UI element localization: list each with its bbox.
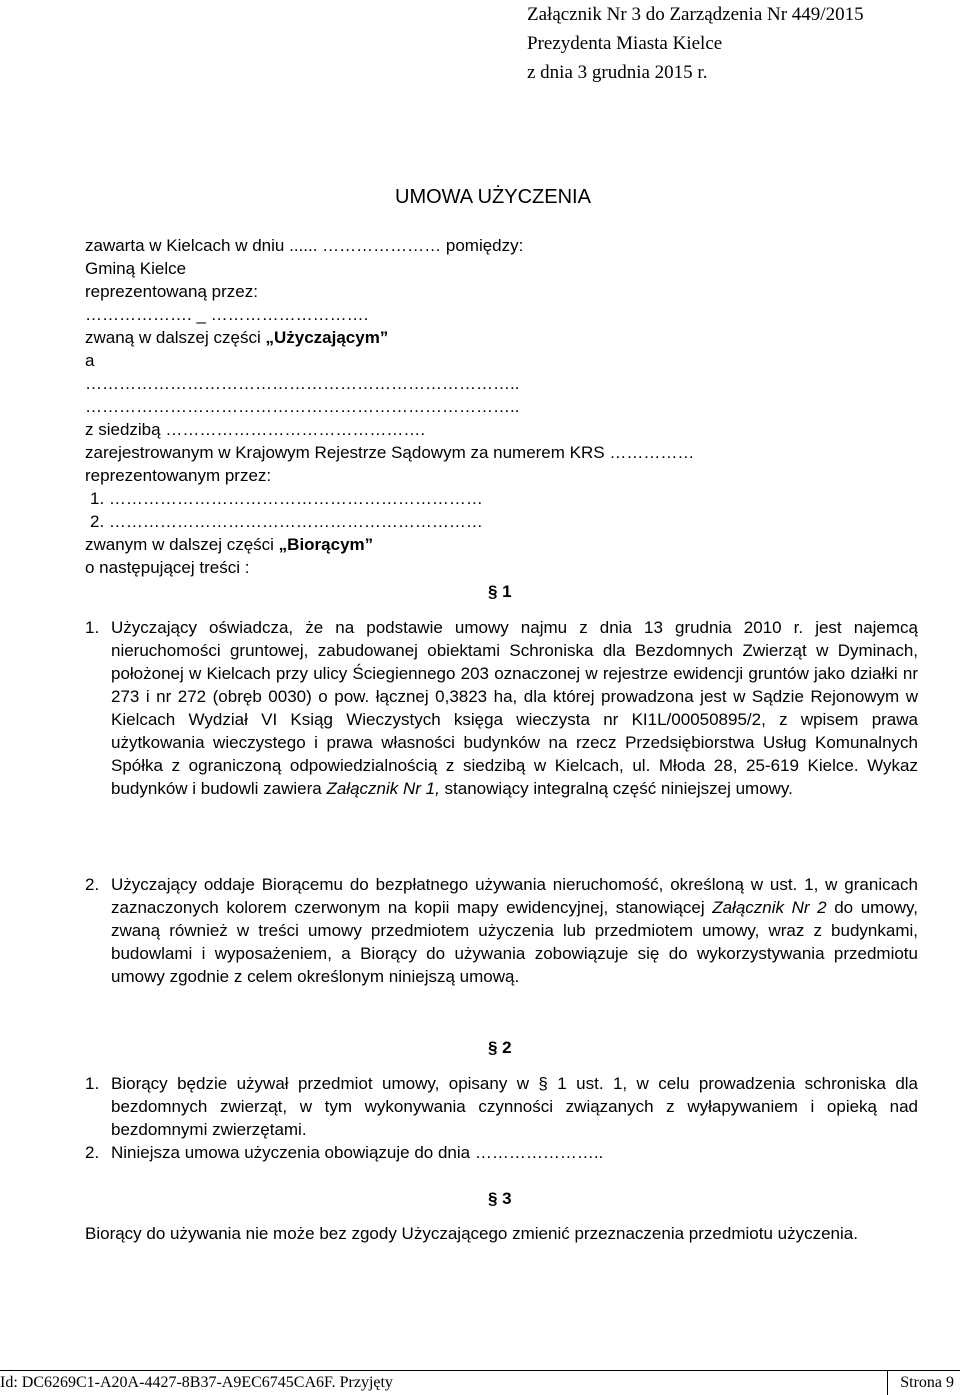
section-1-p2-number: 2. xyxy=(85,875,100,894)
intro-seat: z siedzibą ………………………………………. xyxy=(85,420,426,439)
section-2-p1-body: Biorący będzie używał przedmiot umowy, opisany w § 1 ust. 1, w celu prowadzenia schroniska dla bezdomnych zwierząt, w tym wykonywania czynności związanych z wyłapywaniem i opieką nad bezdomnymi zwierzętami. xyxy=(111,1074,918,1139)
section-1-paragraph-2 xyxy=(85,873,918,988)
section-2-paragraph-2 xyxy=(85,1141,918,1164)
section-1-p1-body xyxy=(85,616,918,800)
intro-representative-1: 1. ………………………………………………………… xyxy=(90,489,483,508)
section-1-paragraph-1 xyxy=(85,616,918,800)
document-header xyxy=(527,0,864,87)
header-line-3: z dnia 3 grudnia 2015 r. xyxy=(527,62,708,83)
intro-krs: zarejestrowanym w Krajowym Rejestrze Sądowym za numerem KRS …………… xyxy=(85,443,695,462)
section-2-p2-number: 2. xyxy=(85,1143,100,1162)
header-line-2: Prezydenta Miasta Kielce xyxy=(527,33,723,54)
intro-party-1: Gminą Kielce xyxy=(85,259,187,278)
section-heading-2: § 2 xyxy=(488,1038,512,1057)
section-1-p2-text-b: do umowy, zwaną również w treści umowy przedmiotem użyczenia lub przedmiotem umowy, wraz z budynkami, budowlami i wyposażeniem, a Biorący do używania zobowiązuje się do wykorzystywania przedmiotu umowy zgodnie z celem określonym niniejszą umową. xyxy=(111,898,919,986)
section-2-paragraph-1 xyxy=(85,1072,918,1141)
intro-date-line: zawarta w Kielcach w dniu ...... ………………… pomiędzy: xyxy=(85,236,524,255)
header-line-1: Załącznik Nr 3 do Zarządzenia Nr 449/2015 xyxy=(527,4,864,25)
intro-lender-name: „Użyczającym” xyxy=(265,328,389,347)
intro-borrower-placeholder-2: ………………………………………………………………….. xyxy=(85,397,520,416)
section-2-p2-body: Niniejsza umowa użyczenia obowiązuje do dnia ………………….. xyxy=(111,1143,604,1162)
intro-representatives-placeholder: ………………. _ ………………………. xyxy=(85,305,369,324)
intro-borrower-label xyxy=(85,533,373,556)
section-2-p1-number: 1. xyxy=(85,1074,100,1093)
footer-document-id: Id: DC6269C1-A20A-4427-8B37-A9EC6745CA6F. Przyjęty xyxy=(0,1374,393,1391)
section-heading-1: § 1 xyxy=(488,582,512,601)
document-title: UMOWA UŻYCZENIA xyxy=(395,186,591,208)
intro-represented-by: reprezentowaną przez: xyxy=(85,282,258,301)
intro-representative-2: 2. ………………………………………………………… xyxy=(90,512,483,531)
section-1-p1-attachment: Załącznik Nr 1, xyxy=(326,779,440,798)
intro-lender-prefix: zwaną w dalszej części xyxy=(85,328,266,347)
section-1-p1-number: 1. xyxy=(85,618,100,637)
section-1-p2-body xyxy=(85,873,918,988)
intro-borrower-prefix: zwanym w dalszej części xyxy=(85,535,279,554)
intro-content-label: o następującej treści : xyxy=(85,558,250,577)
footer-page-number: Strona 9 xyxy=(900,1374,954,1391)
intro-borrower-placeholder-1: ………………………………………………………………….. xyxy=(85,374,520,393)
intro-borrower-represented: reprezentowanym przez: xyxy=(85,466,272,485)
document-footer xyxy=(0,1370,960,1395)
intro-lender-label xyxy=(85,326,388,349)
section-heading-3: § 3 xyxy=(488,1189,512,1208)
section-1-p2-text-a: Użyczający oddaje Biorącemu do bezpłatnego używania nieruchomość, określoną w ust. 1, w granicach zaznaczonych kolorem czerwonym na kopii mapy ewidencyjnej, stanowiącej xyxy=(111,875,918,917)
section-3-paragraph: Biorący do używania nie może bez zgody Użyczającego zmienić przeznaczenia przedmiotu użyczenia. xyxy=(85,1224,858,1243)
section-1-p1-text-b: stanowiący integralną część niniejszej umowy. xyxy=(439,779,793,798)
footer-divider xyxy=(887,1371,888,1395)
intro-borrower-name: „Biorącym” xyxy=(278,535,374,554)
intro-conjunction: a xyxy=(85,351,95,370)
section-1-p2-attachment: Załącznik Nr 2 xyxy=(712,898,827,917)
section-1-p1-text-a: Użyczający oświadcza, że na podstawie umowy najmu z dnia 13 grudnia 2010 r. jest najemcą nieruchomości gruntowej, zabudowanej obiektami Schroniska dla Bezdomnych Zwierząt w Dyminach, położonej w Kielcach przy ulicy Ściegiennego 203 oznaczonej w rejestrze ewidencji gruntów jako działki nr 273 i nr 272 (obręb 0030) o pow. łącznej 0,3823 ha, dla której prowadzona jest w Sądzie Rejonowym w Kielcach Wydział VI Ksiąg Wieczystych księga wieczysta nr KI1L/00050895/2, z wpisem prawa użytkowania wieczystego i prawa własności budynków na rzecz Przedsiębiorstwa Usług Komunalnych Spółka z ograniczoną odpowiedzialnością z siedzibą w Kielcach, ul. Młoda 28, 25-619 Kielce. Wykaz budynków i budowli zawiera xyxy=(111,618,918,798)
